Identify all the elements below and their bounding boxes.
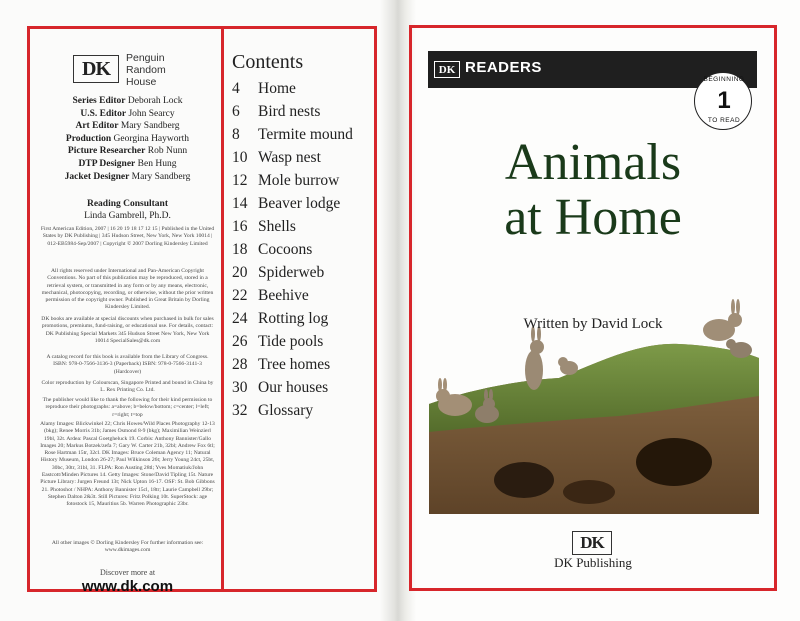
credit-row <box>40 158 215 171</box>
credit-row <box>40 120 215 133</box>
burrow-tunnel <box>636 438 712 486</box>
contents-item-label: Wasp nest <box>258 149 321 166</box>
contents-item-label: Our houses <box>258 379 329 396</box>
rights-notice: All rights reserved under International and Pan-American Copyright Conventions. No part of this publication may be reproduced, stored in a retrieval system, or transmitted in any form or by any means, electronic, mechanical, photocopying, recording, or otherwise, without the prior written permission of the copyright owner. Published in Great Britain by Dorling Kindersley Limited. <box>41 268 214 311</box>
dk-website-link[interactable]: www.dk.com <box>81 578 174 595</box>
publisher-logo-mark: DK <box>580 533 604 552</box>
column-divider <box>221 26 224 592</box>
contents-list <box>232 77 353 422</box>
credit-role: Production <box>65 133 112 144</box>
contents-page-number: 4 <box>232 80 240 97</box>
credit-role: DTP Designer <box>78 158 136 169</box>
credit-role: Series Editor <box>72 96 126 106</box>
contents-item[interactable] <box>232 146 353 169</box>
catalog-notice: A catalog record for this book is available from the Library of Congress. ISBN: 978-0-7566-3136-3 (Paperback) ISBN: 978-0-7566-3141-3 (Hardcover) <box>46 354 209 375</box>
contents-item-label: Termite mound <box>258 126 353 143</box>
credit-row <box>40 108 215 121</box>
credit-role: Art Editor <box>75 121 119 132</box>
credit-name: Ben Hung <box>137 158 177 169</box>
contents-item[interactable] <box>232 169 353 192</box>
contents-page-number: 12 <box>232 172 248 189</box>
contents-item[interactable] <box>232 307 353 330</box>
credit-role: Jacket Designer <box>64 171 130 182</box>
book-title <box>420 135 766 245</box>
contents-page-number: 14 <box>232 195 248 212</box>
badge-bottom-text: TO READ <box>707 117 741 124</box>
author-byline: Written by David Lock <box>523 316 663 332</box>
contents-item-label: Beaver lodge <box>258 195 341 212</box>
printing-notice: Color reproduction by Colourscan, Singapore Printed and bound in China by L. Rex Printing Co. Ltd. <box>41 380 214 394</box>
banner-dk-mark: DK <box>438 63 456 76</box>
contents-item[interactable] <box>232 399 353 422</box>
banner-dk-logo <box>434 61 460 78</box>
publisher-name: DK Publishing <box>554 555 632 570</box>
burrow-tunnel <box>494 462 554 498</box>
credit-name: Mary Sandberg <box>120 121 180 132</box>
contents-item-label: Rotting log <box>258 310 329 327</box>
discover-more-label: Discover more at <box>99 568 156 577</box>
credit-role: U.S. Editor <box>80 108 127 119</box>
contents-page-number: 30 <box>232 379 248 396</box>
credit-name: Rob Nunn <box>147 146 188 157</box>
burrow-tunnel <box>563 480 615 504</box>
other-images-notice: All other images © Dorling Kindersley For further information see: www.dkimages.com <box>51 540 204 554</box>
credit-row <box>40 95 215 108</box>
contents-page-number: 6 <box>232 103 240 120</box>
contents-item[interactable] <box>232 192 353 215</box>
contents-item[interactable] <box>232 353 353 376</box>
contents-item-label: Shells <box>258 218 296 235</box>
credit-name: Deborah Lock <box>127 96 183 106</box>
edition-notice: First American Edition, 2007 | 16 20 19 18 17 12 15 | Published in the United States by DK Publishing | 345 Hudson Street, New York, New York 10014 | 012-EB5984-Sep/2007 | Copyright © 2007 Dorling Kindersley Limited <box>40 226 215 247</box>
credit-name: John Searcy <box>128 108 175 119</box>
contents-page-number: 28 <box>232 356 248 373</box>
rabbit <box>558 357 578 375</box>
contents-page-number: 26 <box>232 333 248 350</box>
series-name: READERS <box>465 59 542 76</box>
dk-publishing-logo <box>572 531 612 555</box>
contents-item[interactable] <box>232 376 353 399</box>
contents-item[interactable] <box>232 215 353 238</box>
publisher-line: Random <box>126 64 166 76</box>
contents-title: Contents <box>232 51 304 73</box>
contents-item[interactable] <box>232 284 353 307</box>
contents-page-number: 20 <box>232 264 248 281</box>
title-line: Animals <box>504 134 682 191</box>
photo-credits: Alamy Images: Blickwinkel 22; Chris Howes/Wild Places Photography 12-13 (bkg); Renee Morris 31b; James Osmond 8-9 (bkg); Maximilian Weinzierl 19bl, 32t. Ardea: Pascal Goetgheluck 19. Corbis: Anthony Bannister/Gallo Images 20; Markus Botzek/zefa 7; Gary W. Carter 21b, 32bl; Andrew Fox 6tl; Rose Hartman 15tr, 32cl. DK Images: Bruce Coleman Agency 11; Natural History Museum, London 26-27; Paul Wilkinson 26t; Jerry Young 24ct, 25bt, 30bc, 30tr, 31bl, 31. FLPA: Ron Austing 28tl; Yves Momatiuk/John Eastcott/Minden Pictures 14. Getty Images: Stone/David Tipling 15t. Nature Picture Library: Jurgen Freund 13t; Nick Upton 16-17. OSF: St. Bob Gibbons 21. Photoshot / NHPA: Anthony Bannister 15cl, 18tr; Laurie Campbell 29br; Stephen Dalton 2&3t. Still Pictures: Fritz Polking 10t. SuperStock: age fotostock 15, Mauritius 5b. Warren Photographic 23br. <box>40 421 215 508</box>
contents-item[interactable] <box>232 100 353 123</box>
reading-consultant <box>40 198 215 222</box>
rabbit <box>525 326 544 390</box>
contents-page-number: 22 <box>232 287 248 304</box>
contents-page-number: 18 <box>232 241 248 258</box>
credit-role: Picture Researcher <box>67 146 146 157</box>
contents-page-number: 32 <box>232 402 248 419</box>
contents-item-label: Tree homes <box>258 356 331 373</box>
contents-item-label: Bird nests <box>258 103 321 120</box>
reading-consultant-name: Linda Gambrell, Ph.D. <box>84 211 171 221</box>
badge-level-number: 1 <box>717 87 731 114</box>
credit-name: Mary Sandberg <box>131 171 191 182</box>
badge-top-text: BEGINNING <box>703 76 745 83</box>
rabbit <box>436 378 472 416</box>
credit-row <box>40 145 215 158</box>
dk-logo <box>73 55 119 83</box>
special-sales-notice: DK books are available at special discounts when purchased in bulk for sales promotions, premiums, fund-raising, or educational use. For details, contact: DK Publishing Special Markets 345 Hudson Street New York, New York 10014 SpecialSales@dk.com <box>41 316 214 344</box>
thanks-notice: The publisher would like to thank the following for their kind permission to reproduce their photographs: a=above; b=below/bottom; c=center; l=left; r=right; t=top <box>42 397 213 418</box>
contents-item[interactable] <box>232 77 353 100</box>
contents-page-number: 8 <box>232 126 240 143</box>
reading-level-badge <box>694 72 752 130</box>
contents-item-label: Cocoons <box>258 241 313 258</box>
title-line: at Home <box>504 189 682 246</box>
publisher-line: Penguin <box>126 52 165 64</box>
credits-list <box>40 95 215 183</box>
contents-item-label: Spiderweb <box>258 264 325 281</box>
contents-item-label: Tide pools <box>258 333 324 350</box>
contents-item[interactable] <box>232 123 353 146</box>
reading-consultant-label: Reading Consultant <box>86 199 169 209</box>
credit-name: Georgina Hayworth <box>113 133 190 144</box>
credit-row <box>40 133 215 146</box>
penguin-random-house-logo <box>126 52 166 88</box>
contents-item[interactable] <box>232 261 353 284</box>
contents-page-number: 10 <box>232 149 248 166</box>
credit-row <box>40 171 215 184</box>
contents-item-label: Home <box>258 80 296 97</box>
contents-item[interactable] <box>232 330 353 353</box>
contents-item[interactable] <box>232 238 353 261</box>
publisher-line: House <box>126 76 157 88</box>
dk-logo-mark: DK <box>82 57 110 80</box>
contents-page-number: 24 <box>232 310 248 327</box>
contents-item-label: Glossary <box>258 402 314 419</box>
contents-page-number: 16 <box>232 218 248 235</box>
contents-item-label: Mole burrow <box>258 172 340 189</box>
contents-item-label: Beehive <box>258 287 309 304</box>
